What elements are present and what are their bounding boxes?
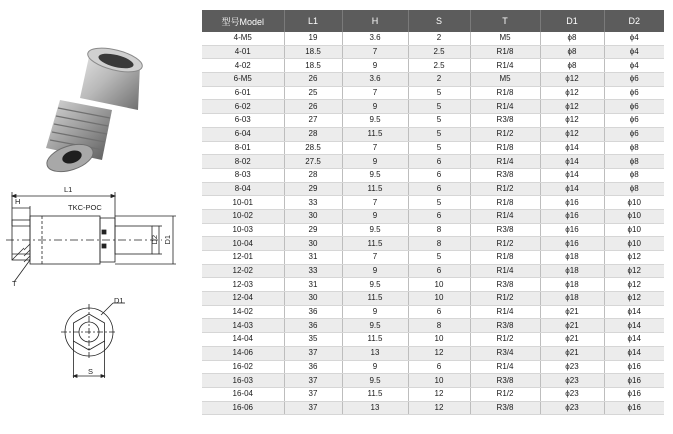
cell-s: 5	[408, 127, 470, 141]
cell-model: 8-02	[202, 155, 284, 169]
dim-label-s: S	[88, 367, 94, 376]
table-row	[202, 264, 664, 278]
cell-h: 9	[342, 100, 408, 114]
cell-h: 13	[342, 401, 408, 415]
table-row	[202, 292, 664, 306]
cell-t: R1/4	[470, 209, 540, 223]
column-header-s: S	[408, 10, 470, 32]
cell-d1: ϕ23	[540, 401, 604, 415]
cell-h: 7	[342, 45, 408, 59]
cell-h: 9	[342, 155, 408, 169]
cell-d2: ϕ4	[604, 59, 664, 73]
cell-s: 12	[408, 346, 470, 360]
table-row	[202, 32, 664, 45]
cell-t: R1/4	[470, 360, 540, 374]
table-row	[202, 155, 664, 169]
cell-h: 9	[342, 264, 408, 278]
cell-l1: 37	[284, 401, 342, 415]
cell-t: R3/8	[470, 401, 540, 415]
cell-t: R3/8	[470, 168, 540, 182]
cell-l1: 33	[284, 196, 342, 210]
cell-h: 9	[342, 360, 408, 374]
cell-l1: 28	[284, 168, 342, 182]
table-row	[202, 278, 664, 292]
cell-s: 12	[408, 401, 470, 415]
cell-l1: 19	[284, 32, 342, 45]
cell-d1: ϕ14	[540, 141, 604, 155]
cell-d2: ϕ10	[604, 237, 664, 251]
cell-d2: ϕ6	[604, 100, 664, 114]
column-header-model: 型号Model	[202, 10, 284, 32]
cell-s: 10	[408, 333, 470, 347]
cell-s: 8	[408, 319, 470, 333]
table-row	[202, 114, 664, 128]
cell-l1: 33	[284, 264, 342, 278]
cell-t: R3/8	[470, 114, 540, 128]
cell-model: 16-06	[202, 401, 284, 415]
cell-model: 6-03	[202, 114, 284, 128]
cell-t: M5	[470, 73, 540, 87]
cell-d1: ϕ12	[540, 114, 604, 128]
cell-h: 11.5	[342, 182, 408, 196]
cell-s: 2.5	[408, 59, 470, 73]
cell-t: R1/4	[470, 264, 540, 278]
cell-s: 6	[408, 168, 470, 182]
dim-label-d2: D2	[150, 234, 160, 245]
cell-s: 8	[408, 223, 470, 237]
cell-l1: 27.5	[284, 155, 342, 169]
cell-t: R1/2	[470, 237, 540, 251]
cell-h: 9.5	[342, 223, 408, 237]
cell-l1: 26	[284, 73, 342, 87]
table-row	[202, 223, 664, 237]
cell-model: 16-03	[202, 374, 284, 388]
cell-s: 6	[408, 209, 470, 223]
cell-model: 6-01	[202, 86, 284, 100]
cell-l1: 29	[284, 182, 342, 196]
table-row	[202, 346, 664, 360]
cell-l1: 30	[284, 237, 342, 251]
cell-l1: 37	[284, 374, 342, 388]
table-row	[202, 333, 664, 347]
cell-d2: ϕ8	[604, 141, 664, 155]
cell-l1: 35	[284, 333, 342, 347]
dim-label-d1: D1	[163, 234, 173, 245]
cell-d2: ϕ10	[604, 196, 664, 210]
cell-d2: ϕ4	[604, 32, 664, 45]
cell-h: 9.5	[342, 168, 408, 182]
cell-h: 3.6	[342, 73, 408, 87]
cell-d1: ϕ23	[540, 360, 604, 374]
cell-s: 5	[408, 100, 470, 114]
cell-d2: ϕ6	[604, 86, 664, 100]
cell-t: R1/8	[470, 196, 540, 210]
dim-label-l1: L1	[64, 185, 73, 194]
dim-label-h: H	[15, 197, 21, 206]
table-row	[202, 401, 664, 415]
cell-h: 11.5	[342, 387, 408, 401]
fitting-body	[80, 44, 145, 110]
cell-d1: ϕ16	[540, 209, 604, 223]
table-row	[202, 251, 664, 265]
cell-l1: 36	[284, 319, 342, 333]
cell-s: 6	[408, 360, 470, 374]
table-row	[202, 127, 664, 141]
cell-l1: 29	[284, 223, 342, 237]
cell-t: R1/2	[470, 292, 540, 306]
cell-s: 6	[408, 182, 470, 196]
cell-model: 12-02	[202, 264, 284, 278]
end-view-drawing	[55, 292, 155, 388]
cell-d2: ϕ4	[604, 45, 664, 59]
dim-label-t: T	[12, 279, 17, 288]
cell-model: 14-04	[202, 333, 284, 347]
cell-s: 2	[408, 32, 470, 45]
table-row	[202, 182, 664, 196]
cell-d2: ϕ14	[604, 319, 664, 333]
cell-d1: ϕ8	[540, 32, 604, 45]
cell-t: R1/8	[470, 45, 540, 59]
table-row	[202, 305, 664, 319]
cell-d2: ϕ6	[604, 73, 664, 87]
cell-l1: 30	[284, 209, 342, 223]
cell-s: 6	[408, 305, 470, 319]
cell-l1: 37	[284, 346, 342, 360]
cell-d2: ϕ8	[604, 155, 664, 169]
cell-d1: ϕ8	[540, 45, 604, 59]
table-row	[202, 374, 664, 388]
cell-d1: ϕ18	[540, 251, 604, 265]
cell-d2: ϕ6	[604, 114, 664, 128]
cell-h: 11.5	[342, 237, 408, 251]
cell-l1: 30	[284, 292, 342, 306]
cell-d1: ϕ18	[540, 292, 604, 306]
cell-model: 12-03	[202, 278, 284, 292]
cell-h: 9	[342, 59, 408, 73]
cell-s: 5	[408, 86, 470, 100]
cell-h: 7	[342, 196, 408, 210]
cell-model: 8-03	[202, 168, 284, 182]
cell-d1: ϕ21	[540, 305, 604, 319]
cell-s: 2	[408, 73, 470, 87]
cell-t: R1/4	[470, 155, 540, 169]
cell-model: 14-06	[202, 346, 284, 360]
cell-l1: 28	[284, 127, 342, 141]
cell-d2: ϕ6	[604, 127, 664, 141]
cell-model: 16-02	[202, 360, 284, 374]
cell-model: 16-04	[202, 387, 284, 401]
cell-d2: ϕ14	[604, 346, 664, 360]
cell-d1: ϕ16	[540, 223, 604, 237]
cell-s: 6	[408, 264, 470, 278]
cell-s: 12	[408, 387, 470, 401]
cell-d2: ϕ8	[604, 168, 664, 182]
cell-d2: ϕ16	[604, 387, 664, 401]
cell-l1: 25	[284, 86, 342, 100]
column-header-d2: D2	[604, 10, 664, 32]
cell-model: 4-M5	[202, 32, 284, 45]
cell-d2: ϕ12	[604, 278, 664, 292]
cell-t: R3/8	[470, 374, 540, 388]
cell-d1: ϕ14	[540, 182, 604, 196]
cell-d1: ϕ14	[540, 155, 604, 169]
table-row	[202, 59, 664, 73]
cell-d2: ϕ10	[604, 209, 664, 223]
spec-table	[202, 10, 664, 415]
cell-s: 2.5	[408, 45, 470, 59]
cell-s: 5	[408, 251, 470, 265]
column-header-l1: L1	[284, 10, 342, 32]
table-row	[202, 209, 664, 223]
cell-s: 10	[408, 292, 470, 306]
cell-d1: ϕ12	[540, 86, 604, 100]
cell-l1: 31	[284, 278, 342, 292]
cell-l1: 36	[284, 305, 342, 319]
cell-model: 6-04	[202, 127, 284, 141]
cell-l1: 18.5	[284, 59, 342, 73]
spec-table-body	[202, 32, 664, 415]
cell-h: 9.5	[342, 278, 408, 292]
cell-h: 11.5	[342, 333, 408, 347]
column-header-t: T	[470, 10, 540, 32]
column-header-d1: D1	[540, 10, 604, 32]
cell-t: R3/8	[470, 319, 540, 333]
cell-d1: ϕ8	[540, 59, 604, 73]
cell-l1: 28.5	[284, 141, 342, 155]
cell-t: R1/4	[470, 59, 540, 73]
cell-h: 7	[342, 86, 408, 100]
cell-h: 13	[342, 346, 408, 360]
cell-l1: 31	[284, 251, 342, 265]
cell-t: R1/4	[470, 305, 540, 319]
cell-d2: ϕ16	[604, 360, 664, 374]
cell-l1: 27	[284, 114, 342, 128]
cell-d1: ϕ21	[540, 333, 604, 347]
cell-t: R1/8	[470, 141, 540, 155]
table-row	[202, 168, 664, 182]
table-row	[202, 86, 664, 100]
cell-t: R1/8	[470, 251, 540, 265]
cell-l1: 37	[284, 387, 342, 401]
cell-d1: ϕ18	[540, 278, 604, 292]
cell-s: 5	[408, 114, 470, 128]
cell-model: 8-01	[202, 141, 284, 155]
cell-s: 5	[408, 141, 470, 155]
cell-d2: ϕ14	[604, 333, 664, 347]
table-row	[202, 237, 664, 251]
cell-d1: ϕ21	[540, 346, 604, 360]
cell-d2: ϕ16	[604, 374, 664, 388]
cell-t: R3/8	[470, 223, 540, 237]
cell-h: 9.5	[342, 319, 408, 333]
table-row	[202, 45, 664, 59]
cell-h: 9	[342, 209, 408, 223]
cell-d2: ϕ8	[604, 182, 664, 196]
cell-s: 10	[408, 278, 470, 292]
cell-d1: ϕ21	[540, 319, 604, 333]
cell-s: 5	[408, 196, 470, 210]
cell-h: 9.5	[342, 374, 408, 388]
cell-h: 3.6	[342, 32, 408, 45]
cell-d1: ϕ18	[540, 264, 604, 278]
cell-model: 8-04	[202, 182, 284, 196]
cell-h: 7	[342, 141, 408, 155]
cell-h: 9.5	[342, 114, 408, 128]
spec-table-header	[202, 10, 664, 32]
cell-d1: ϕ16	[540, 196, 604, 210]
cell-t: R1/8	[470, 86, 540, 100]
cell-model: 4-02	[202, 59, 284, 73]
cell-d2: ϕ14	[604, 305, 664, 319]
table-row	[202, 319, 664, 333]
cell-l1: 36	[284, 360, 342, 374]
column-header-h: H	[342, 10, 408, 32]
cell-t: R1/4	[470, 100, 540, 114]
cell-d1: ϕ12	[540, 127, 604, 141]
cell-model: 4-01	[202, 45, 284, 59]
cell-l1: 26	[284, 100, 342, 114]
cell-d1: ϕ16	[540, 237, 604, 251]
model-code-label: TKC-POC	[68, 203, 102, 212]
product-photo	[20, 40, 170, 175]
cell-model: 10-01	[202, 196, 284, 210]
thread-hatching	[12, 244, 30, 262]
cell-d1: ϕ23	[540, 387, 604, 401]
cell-model: 10-04	[202, 237, 284, 251]
dim-label-d1-end: D1	[114, 296, 124, 305]
cell-model: 10-03	[202, 223, 284, 237]
cell-h: 11.5	[342, 292, 408, 306]
cell-t: R1/2	[470, 387, 540, 401]
cell-model: 6-M5	[202, 73, 284, 87]
cell-model: 12-01	[202, 251, 284, 265]
header-row	[202, 10, 664, 32]
cell-l1: 18.5	[284, 45, 342, 59]
table-row	[202, 100, 664, 114]
table-row	[202, 387, 664, 401]
cell-t: M5	[470, 32, 540, 45]
cell-model: 10-02	[202, 209, 284, 223]
cell-d2: ϕ12	[604, 264, 664, 278]
cell-t: R3/8	[470, 278, 540, 292]
cell-t: R3/4	[470, 346, 540, 360]
cell-d1: ϕ12	[540, 100, 604, 114]
cell-d2: ϕ10	[604, 223, 664, 237]
cell-h: 9	[342, 305, 408, 319]
cell-s: 8	[408, 237, 470, 251]
cell-h: 11.5	[342, 127, 408, 141]
cell-s: 10	[408, 374, 470, 388]
cell-h: 7	[342, 251, 408, 265]
cell-d1: ϕ23	[540, 374, 604, 388]
table-row	[202, 360, 664, 374]
cell-t: R1/2	[470, 333, 540, 347]
cell-d2: ϕ12	[604, 292, 664, 306]
cell-t: R1/2	[470, 182, 540, 196]
cell-s: 6	[408, 155, 470, 169]
cell-t: R1/2	[470, 127, 540, 141]
cell-d2: ϕ16	[604, 401, 664, 415]
cell-model: 14-03	[202, 319, 284, 333]
cell-d2: ϕ12	[604, 251, 664, 265]
table-row	[202, 141, 664, 155]
cell-model: 12-04	[202, 292, 284, 306]
cell-model: 6-02	[202, 100, 284, 114]
table-row	[202, 73, 664, 87]
cell-d1: ϕ12	[540, 73, 604, 87]
table-row	[202, 196, 664, 210]
cell-model: 14-02	[202, 305, 284, 319]
cell-d1: ϕ14	[540, 168, 604, 182]
